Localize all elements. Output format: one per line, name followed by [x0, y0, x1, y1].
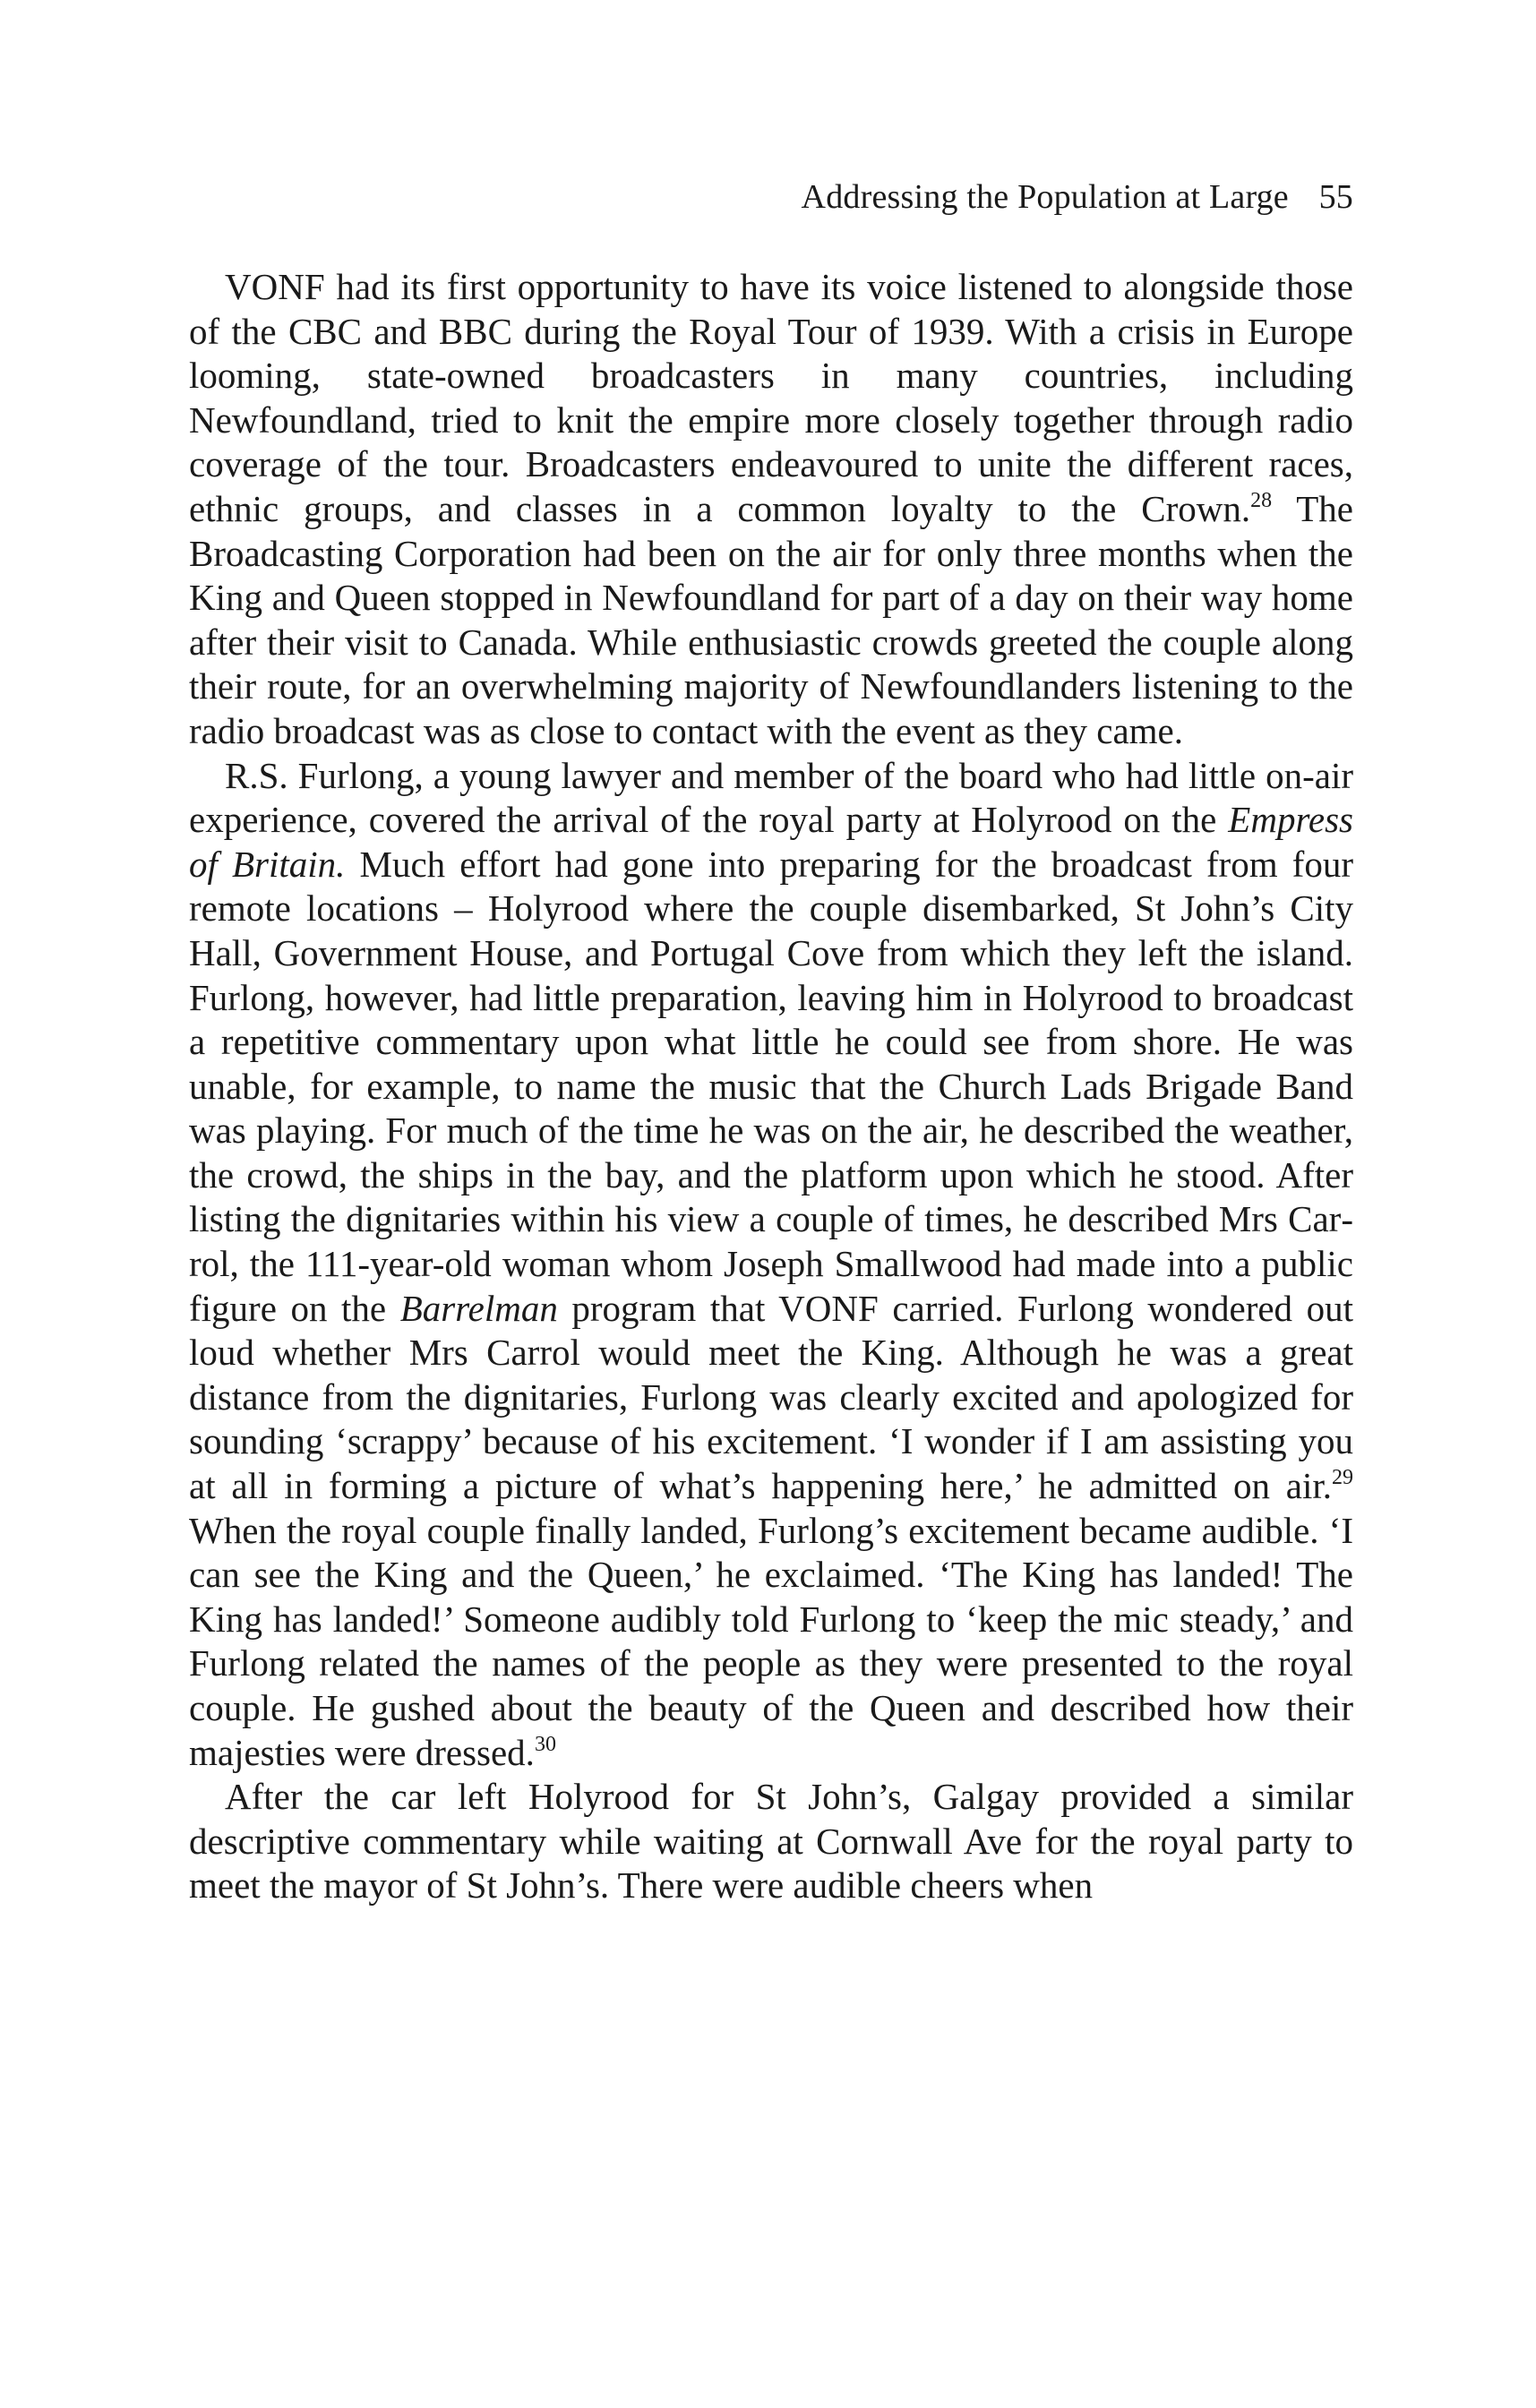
running-head-title: Addressing the Population at Large — [801, 178, 1289, 216]
body-text — [189, 265, 1353, 1908]
text-run: When the royal couple finally landed, Furlong’s excitement became audible. ‘I can see the King and the Queen,’ he exclaimed. ‘The King has landed! The King has landed!’ Someone audibly told Furlong to ‘keep the mic steady,’ and Furlong related the names of the people as they were presented to the royal couple. He gushed about the beauty of the Queen and described how their majesties were dressed. — [189, 1509, 1353, 1773]
ship-name-italic: Empress of Britain. — [189, 799, 1353, 885]
footnote-ref-29: 29 — [1332, 1466, 1353, 1490]
text-run: The Broadcasting Corporation had been on the air for only three months when the King and Queen stopped in Newfoundland for part of a day on their way home after their visit to Canada. While enthusiastic crowds greeted the couple along their route, for an overwhelming majority of Newfoundlanders listening to the radio broadcast was as close to contact with the event as they came. — [189, 487, 1353, 751]
footnote-ref-30: 30 — [534, 1732, 556, 1756]
paragraph-2 — [189, 754, 1353, 1776]
text-run: Much effort had gone into preparing for the broadcast from four remote locations – Holyrood where the couple disembarked, St John’s City Hall, Government House, and Portugal Cove from which they left the island. Furlong, however, had little preparation, leaving him in Holyrood to broadcast a repetitive commentary upon what little he could see from shore. He was unable, for example, to name the music that the Church Lads Brigade Band was playing. For much of the time he was on the air, he described the weather, the crowd, the ships in the bay, and the platform upon which he stood. After listing the dignitaries within his view a couple of times, he described Mrs Carrol, the 111-year-old woman whom Joseph Smallwood had made into a public figure on the — [189, 843, 1353, 1329]
text-run: After the car left Holyrood for St John’s, Galgay provided a similar descriptive commentary while waiting at Cornwall Ave for the royal party to meet the mayor of St John’s. There were audible cheers when — [189, 1776, 1353, 1907]
footnote-ref-28: 28 — [1250, 488, 1273, 512]
text-run: R.S. Furlong, a young lawyer and member of the board who had little on-air experience, covered the arrival of the royal party at Holyrood on the — [189, 754, 1353, 841]
program-name-italic: Barrelman — [399, 1287, 558, 1329]
paragraph-1 — [189, 265, 1353, 754]
paragraph-3 — [189, 1775, 1353, 1908]
text-run: program that VONF carried. Furlong wondered out loud whether Mrs Carrol would meet the King. Although he was a great distance from the dignitaries, Furlong was clearly excited and apologized for sounding ‘scrappy’ because of his excitement. ‘I wonder if I am assisting you at all in forming a picture of what’s happening here,’ he admitted on air. — [189, 1287, 1353, 1507]
running-head — [802, 176, 1353, 219]
text-run: VONF had its first opportunity to have its voice listened to alongside those of the CBC and BBC during the Royal Tour of 1939. With a crisis in Europe looming, state-owned broadcasters in many countries, including Newfoundland, tried to knit the empire more closely together through radio coverage of the tour. Broadcasters endeavoured to unite the different races, ethnic groups, and classes in a common loyalty to the Crown. — [189, 266, 1353, 529]
page-number: 55 — [1318, 178, 1353, 216]
